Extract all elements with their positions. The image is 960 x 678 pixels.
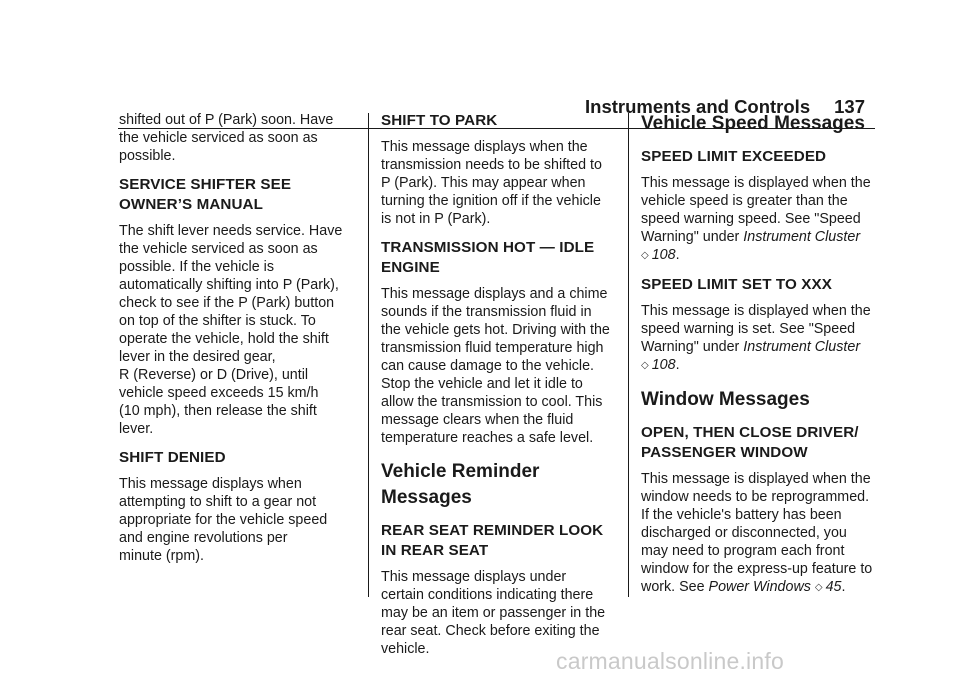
link-instrument-cluster-2[interactable]: Instrument Cluster — [743, 339, 861, 355]
page-ref-icon: ◇ — [814, 582, 823, 593]
column-3 — [641, 111, 881, 606]
page-ref-number[interactable]: 108 — [651, 247, 676, 263]
paragraph-shift-park-cont: shifted out of P (Park) soon. Have the vehicle serviced as soon as possible. — [119, 112, 334, 164]
heading-rear-seat-reminder: REAR SEAT REMINDER LOOK IN REAR SEAT — [381, 522, 604, 559]
heading-service-shifter: SERVICE SHIFTER SEE OWNER’S MANUAL — [119, 176, 292, 213]
paragraph-speed-limit-exceeded: This message is displayed when the vehicle speed is greater than the speed warning speed. See "Speed Warning" under Instrument Cluster ◇ 108. — [641, 175, 871, 263]
page-ref-icon: ◇ — [641, 250, 649, 261]
page-number: 137 — [834, 96, 865, 117]
section-title: Instruments and Controls — [585, 96, 811, 117]
column-divider-2 — [628, 113, 629, 597]
paragraph-rear-seat-reminder: This message displays under certain conditions indicating there may be an item or passenger in the rear seat. Check before exiting the vehicle. — [381, 569, 606, 657]
paragraph-shift-to-park: This message displays when the transmission needs to be shifted to P (Park). This may appear when turning the ignition off if the vehicle is not in P (Park). — [381, 139, 602, 227]
heading-shift-denied: SHIFT DENIED — [119, 449, 226, 466]
column-divider-1 — [368, 113, 369, 597]
column-1 — [119, 111, 359, 574]
paragraph-shift-denied: This message displays when attempting to shift to a gear not appropriate for the vehicle speed and engine revolutions per minute (rpm). — [119, 476, 328, 564]
watermark: carmanualsonline.info — [556, 648, 784, 674]
heading-vehicle-reminder: Vehicle Reminder Messages — [381, 461, 540, 508]
heading-speed-limit-exceeded: SPEED LIMIT EXCEEDED — [641, 148, 827, 165]
link-instrument-cluster[interactable]: Instrument Cluster — [743, 229, 861, 245]
paragraph-speed-limit-set: This message is displayed when the speed warning is set. See "Speed Warning" under Instrument Cluster ◇ 108. — [641, 303, 871, 373]
heading-transmission-hot: TRANSMISSION HOT — IDLE ENGINE — [381, 239, 595, 276]
paragraph-service-shifter: The shift lever needs service. Have the vehicle serviced as soon as possible. If the vehicle is automatically shifting into P (Park), check to see if the P (Park) button on top of the shifter is stuck. To operate the vehicle, hold the shift lever in the desired gear, R (Reverse) or D (Drive), until vehicle speed exceeds 15 km/h (10 mph), then release the shift lever. — [119, 223, 343, 437]
heading-window-messages: Window Messages — [641, 389, 810, 410]
heading-shift-to-park: SHIFT TO PARK — [381, 112, 498, 129]
page-ref-number[interactable]: 108 — [651, 357, 676, 373]
paragraph-open-close-window: This message is displayed when the window needs to be reprogrammed. If the vehicle's battery has been discharged or disconnected, you may need to program each front window for the express-up feature to work. See Power Windows ◇ 45. — [641, 471, 873, 595]
column-2 — [381, 111, 616, 667]
link-power-windows[interactable]: Power Windows — [708, 579, 811, 595]
heading-vehicle-speed-messages: Vehicle Speed Messages — [641, 113, 865, 134]
paragraph-transmission-hot: This message displays and a chime sounds if the transmission fluid in the vehicle gets hot. Driving with the transmission fluid temperature high can cause damage to the vehicle. Stop the vehicle and let it idle to allow the transmission to cool. This message clears when the fluid temperature reaches a safe level. — [381, 286, 610, 446]
heading-speed-limit-set: SPEED LIMIT SET TO XXX — [641, 276, 832, 293]
page-ref-number[interactable]: 45 — [825, 579, 842, 595]
page-ref-icon: ◇ — [641, 360, 649, 371]
heading-open-close-window: OPEN, THEN CLOSE DRIVER/ PASSENGER WINDOW — [641, 424, 859, 461]
